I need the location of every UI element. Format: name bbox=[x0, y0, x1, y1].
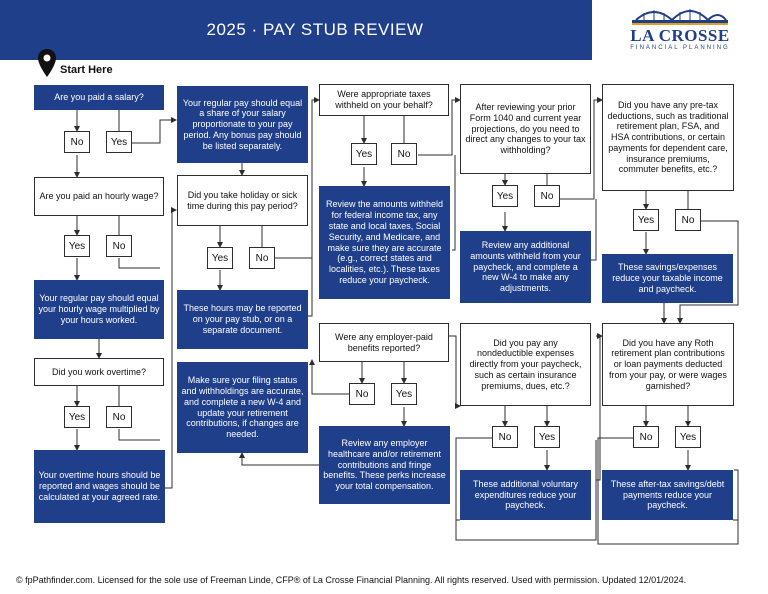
result-roth: These after-tax savings/debt payments reduce your paycheck. bbox=[602, 470, 733, 520]
answer-taxes-no[interactable]: No bbox=[391, 143, 417, 165]
question-nondeductible: Did you pay any nondeductible expenses directly from your paycheck, such as certain insurance premiums, dues, etc.? bbox=[460, 323, 591, 406]
answer-roth-no[interactable]: No bbox=[633, 426, 659, 448]
question-employer-benefits: Were any employer-paid benefits reported? bbox=[319, 323, 449, 362]
answer-overtime-yes[interactable]: Yes bbox=[64, 406, 90, 428]
answer-holiday-no[interactable]: No bbox=[249, 247, 275, 269]
question-overtime: Did you work overtime? bbox=[34, 358, 164, 386]
result-regular-share: Your regular pay should equal a share of your salary proportionate to your pay period. Any bonus pay should be listed separately. bbox=[177, 86, 308, 163]
start-here-label: Start Here bbox=[60, 64, 113, 76]
page-title: 2025 · PAY STUB REVIEW bbox=[206, 20, 424, 39]
footer-copyright: © fpPathfinder.com. Licensed for the sole use of Freeman Linde, CFP® of La Crosse Financial Planning. All rights reserved. Used with permission. Updated 12/01/2024. bbox=[16, 575, 687, 585]
result-filing-status: Make sure your filing status and withholdings are accurate, and complete a new W-4 and update your retirement contributions, if changes are needed. bbox=[177, 362, 308, 453]
answer-employer-yes[interactable]: Yes bbox=[391, 383, 417, 405]
answer-nondeductible-no[interactable]: No bbox=[492, 426, 518, 448]
answer-nondeductible-yes[interactable]: Yes bbox=[534, 426, 560, 448]
question-pretax: Did you have any pre-tax deductions, such as traditional retirement plan, FSA, and HSA contributions, or certain payments for dependent care, insurance premiums, commuter benefits, etc.? bbox=[602, 84, 734, 191]
answer-salary-no[interactable]: No bbox=[64, 131, 90, 153]
location-pin-icon bbox=[37, 48, 57, 78]
question-hourly: Are you paid an hourly wage? bbox=[34, 177, 164, 216]
answer-overtime-no[interactable]: No bbox=[106, 406, 132, 428]
question-taxes: Were appropriate taxes withheld on your behalf? bbox=[319, 84, 449, 116]
question-roth: Did you have any Roth retirement plan contributions or loan payments deducted from your pay, or were wages garnished? bbox=[602, 323, 734, 406]
answer-holiday-yes[interactable]: Yes bbox=[207, 247, 233, 269]
result-employer-benefits: Review any employer healthcare and/or retirement contributions and fringe benefits. These perks increase your total compensation. bbox=[319, 426, 450, 504]
answer-hourly-no[interactable]: No bbox=[106, 235, 132, 257]
logo-subtitle: FINANCIAL PLANNING bbox=[630, 45, 730, 51]
result-overtime: Your overtime hours should be reported and wages should be calculated at your agreed rate. bbox=[34, 450, 165, 523]
answer-1040-yes[interactable]: Yes bbox=[492, 185, 518, 207]
result-hourly-pay: Your regular pay should equal your hourly wage multiplied by your hours worked. bbox=[34, 280, 164, 339]
answer-pretax-yes[interactable]: Yes bbox=[633, 209, 659, 231]
result-form-1040: Review any additional amounts withheld from your paycheck, and complete a new W-4 to make any adjustments. bbox=[460, 231, 591, 303]
question-form-1040: After reviewing your prior Form 1040 and current year projections, do you need to direct any changes to your tax withholding? bbox=[460, 84, 591, 174]
answer-1040-no[interactable]: No bbox=[534, 185, 560, 207]
result-holiday: These hours may be reported on your pay stub, or on a separate document. bbox=[177, 290, 308, 349]
result-pretax: These savings/expenses reduce your taxable income and paycheck. bbox=[602, 254, 733, 303]
logo-name: LA CROSSE bbox=[630, 26, 730, 45]
answer-salary-yes[interactable]: Yes bbox=[106, 131, 132, 153]
result-taxes: Review the amounts withheld for federal income tax, any state and local taxes, Social Security, and Medicare, and make sure they are accurate (e.g., correct states and localities, etc.). These taxes reduce your paycheck. bbox=[319, 186, 450, 299]
answer-hourly-yes[interactable]: Yes bbox=[64, 235, 90, 257]
answer-taxes-yes[interactable]: Yes bbox=[351, 143, 377, 165]
question-holiday: Did you take holiday or sick time during this pay period? bbox=[177, 175, 308, 226]
result-nondeductible: These additional voluntary expenditures reduce your paycheck. bbox=[460, 470, 591, 520]
question-salary: Are you paid a salary? bbox=[34, 85, 164, 110]
answer-employer-no[interactable]: No bbox=[349, 383, 375, 405]
answer-roth-yes[interactable]: Yes bbox=[675, 426, 701, 448]
answer-pretax-no[interactable]: No bbox=[675, 209, 701, 231]
